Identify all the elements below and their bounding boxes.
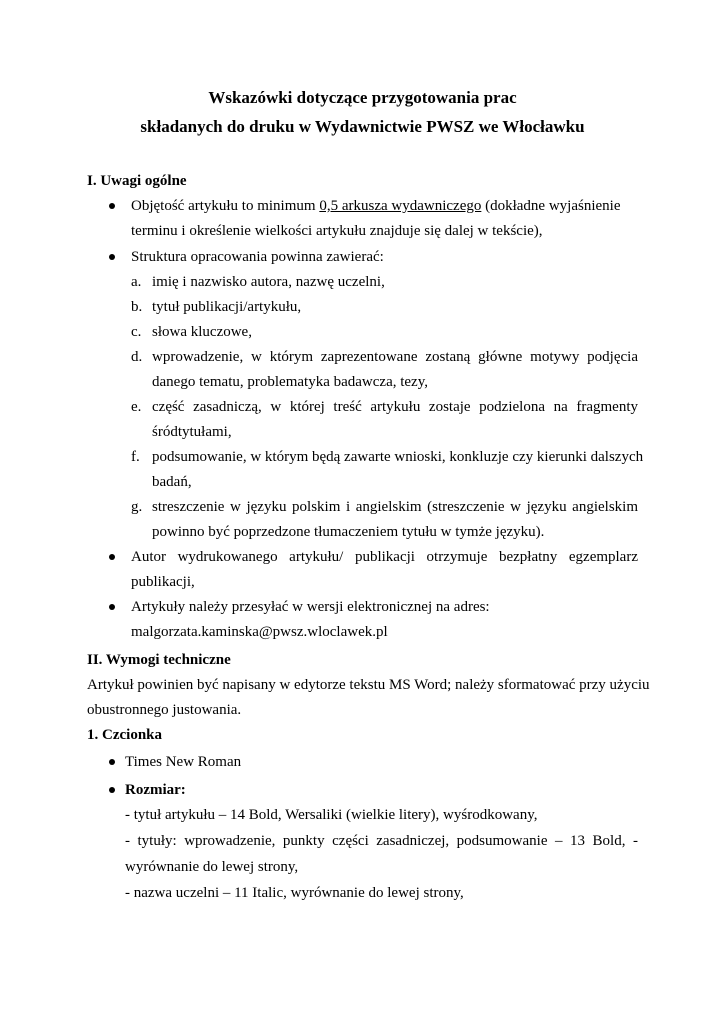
bullet-icon — [109, 203, 115, 209]
bullet-icon — [109, 787, 115, 793]
size-rule-university: - nazwa uczelni – 11 Italic, wyrównanie do lewej strony, — [125, 885, 464, 901]
font-name: Times New Roman — [125, 754, 242, 770]
bullet-submission: Artykuły należy przesyłać w wersji elektronicznej na adres: — [131, 599, 490, 615]
bullet-icon — [109, 254, 115, 260]
bullet-icon — [109, 604, 115, 610]
bullet-volume — [131, 197, 620, 216]
list-item-d-line-1: wprowadzenie, w którym zaprezentowane zostaną główne motywy podjęcia — [152, 349, 638, 365]
section-heading-general: I. Uwagi ogólne — [87, 173, 187, 189]
bullet-icon — [109, 554, 115, 560]
font-size-heading: Rozmiar: — [125, 782, 186, 798]
bullet-icon — [109, 759, 115, 765]
list-marker-c: c. — [131, 324, 142, 340]
bullet-volume-pre: Objętość artykułu to minimum — [131, 198, 320, 214]
subsection-heading-font: 1. Czcionka — [87, 727, 162, 743]
list-item-d-line-2: danego tematu, problematyka badawcza, tezy, — [152, 374, 428, 390]
page-title-line-2: składanych do druku w Wydawnictwie PWSZ we Włocławku — [140, 117, 585, 136]
bullet-structure: Struktura opracowania powinna zawierać: — [131, 249, 384, 265]
section-heading-technical: II. Wymogi techniczne — [87, 652, 231, 668]
size-rule-headings: - tytuły: wprowadzenie, punkty części zasadniczej, podsumowanie – 13 Bold, - — [125, 833, 638, 849]
list-item-e-line-1: część zasadniczą, w której treść artykułu zostaje podzielona na fragmenty — [152, 399, 638, 415]
list-item-f-line-1: podsumowanie, w którym będą zawarte wnioski, konkluzje czy kierunki dalszych — [152, 449, 644, 465]
size-rule-title: - tytuł artykułu – 14 Bold, Wersaliki (wielkie litery), wyśrodkowany, — [125, 807, 538, 823]
list-item-b: tytuł publikacji/artykułu, — [152, 299, 302, 315]
bullet-volume-line-2: terminu i określenie wielkości artykułu znajduje się dalej w tekście), — [131, 223, 543, 239]
bullet-author-copy: Autor wydrukowanego artykułu/ publikacji otrzymuje bezpłatny egzemplarz — [131, 549, 638, 565]
list-item-f-line-2: badań, — [152, 474, 192, 490]
technical-intro-line-1: Artykuł powinien być napisany w edytorze tekstu MS Word; należy sformatować przy użyciu — [87, 677, 650, 693]
submission-email[interactable]: malgorzata.kaminska@pwsz.wloclawek.pl — [131, 624, 388, 640]
list-marker-f: f. — [131, 449, 140, 465]
list-item-e-line-2: śródtytułami, — [152, 424, 232, 440]
size-rule-headings-line-2: wyrównanie do lewej strony, — [125, 859, 299, 875]
volume-underlined-term: 0,5 arkusza wydawniczego — [319, 198, 482, 214]
technical-intro-line-2: obustronnego justowania. — [87, 702, 242, 718]
list-marker-a: a. — [131, 274, 142, 290]
list-item-g-line-2: powinno być poprzedzone tłumaczeniem tytułu w tymże języku). — [152, 524, 545, 540]
list-item-g-line-1: streszczenie w języku polskim i angielskim (streszczenie w języku angielskim — [152, 499, 638, 515]
bullet-author-copy-line-2: publikacji, — [131, 574, 195, 590]
list-marker-e: e. — [131, 399, 142, 415]
list-item-c: słowa kluczowe, — [152, 324, 252, 340]
page-title-line-1: Wskazówki dotyczące przygotowania prac — [208, 88, 517, 107]
list-item-a: imię i nazwisko autora, nazwę uczelni, — [152, 274, 385, 290]
bullet-volume-post: (dokładne wyjaśnienie — [481, 198, 621, 214]
list-marker-b: b. — [131, 299, 143, 315]
list-marker-d: d. — [131, 349, 143, 365]
list-marker-g: g. — [131, 499, 143, 515]
